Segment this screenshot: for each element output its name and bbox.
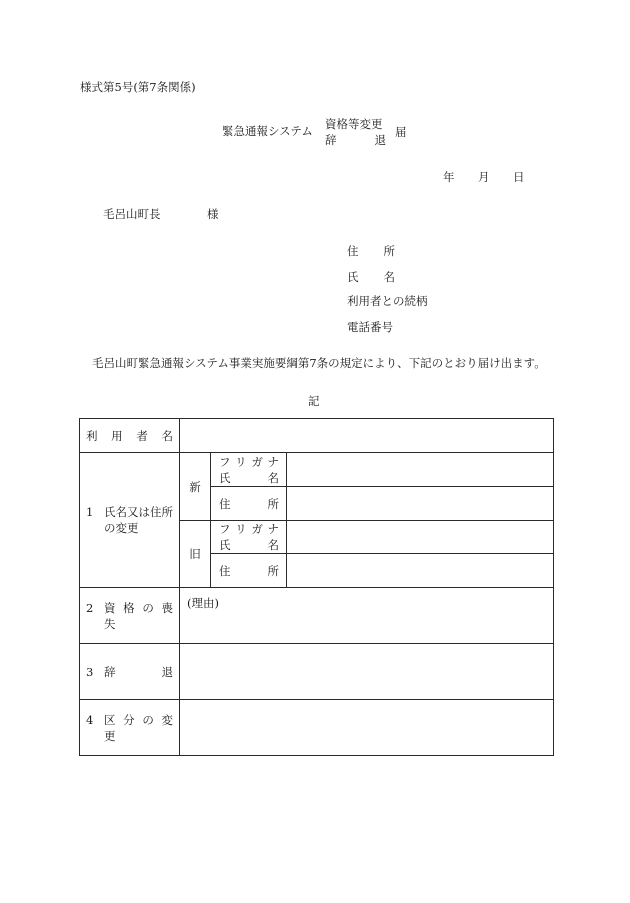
loss-header [80,588,180,644]
date-year-label: 年 [443,170,455,184]
old-label: 旧 [189,547,201,561]
category-change-header-content [80,712,179,744]
user-name-header-content [80,428,179,444]
loss-number: 2 [86,600,94,615]
new-address-header [211,487,287,521]
withdraw-label: 辞 退 [104,664,173,679]
row-category-change [80,700,554,756]
applicant-name-label: 氏 名 [347,270,395,284]
old-address-label: 住 所 [219,563,279,578]
change-header-content [80,504,179,536]
change-label [104,504,178,536]
withdraw-field [180,644,554,700]
row-user-name [80,419,554,453]
row-withdraw [80,644,554,700]
addressee-name: 毛呂山町長 [103,207,161,221]
loss-header-content [80,600,179,632]
applicant-address-label: 住 所 [347,244,395,258]
old-name-label: 氏 名 [219,538,279,552]
new-name-label: 氏 名 [219,470,279,485]
category-change-number: 4 [86,712,94,727]
old-name-field [287,521,554,554]
title-option-change: 資格等変更 [325,117,383,131]
loss-reason-label: (理由) [187,596,219,610]
title-suffix: 届 [395,125,407,139]
old-furigana-label: フ リ ガ ナ [219,522,279,536]
new-header [180,453,211,521]
change-header [80,453,180,588]
category-change-field [180,700,554,756]
change-label-line2: の変更 [104,521,139,535]
user-name-header [80,419,180,453]
new-address-field [287,487,554,521]
old-address-field [287,554,554,588]
user-name-label: 利 用 者 名 [86,428,173,443]
old-address-header [211,554,287,588]
change-number: 1 [86,505,94,519]
body-text: 毛呂山町緊急通報システム事業実施要綱第7条の規定により、下記のとおり届け出ます。 [92,356,546,370]
old-header [180,521,211,588]
new-name-field [287,453,554,487]
applicant-phone-label: 電話番号 [347,320,393,334]
new-address-label: 住 所 [219,496,279,511]
form-number: 様式第5号(第7条関係) [80,80,196,94]
loss-label: 資 格 の 喪 失 [104,600,173,631]
new-furigana-label: フ リ ガ ナ [219,454,279,469]
withdraw-header-content [80,664,179,680]
date-day-label: 日 [513,170,525,184]
user-name-field [180,419,554,453]
withdraw-header [80,644,180,700]
old-name-header [211,521,287,554]
ki-heading: 記 [308,394,320,408]
category-change-label: 区 分 の 変 更 [104,712,173,743]
new-label: 新 [189,479,201,494]
applicant-relation-label: 利用者との続柄 [347,294,428,308]
title-option-withdraw: 辞 退 [325,133,386,147]
notification-table [79,418,554,756]
row-new-name [80,453,554,487]
change-label-line1: 氏名又は住所 [104,505,173,519]
new-name-header [211,453,287,487]
loss-reason-field [180,588,554,644]
row-loss [80,588,554,644]
category-change-header [80,700,180,756]
addressee-honorific: 様 [207,207,219,221]
withdraw-number: 3 [86,664,94,679]
date-month-label: 月 [478,170,490,184]
title-prefix: 緊急通報システム [222,124,313,138]
